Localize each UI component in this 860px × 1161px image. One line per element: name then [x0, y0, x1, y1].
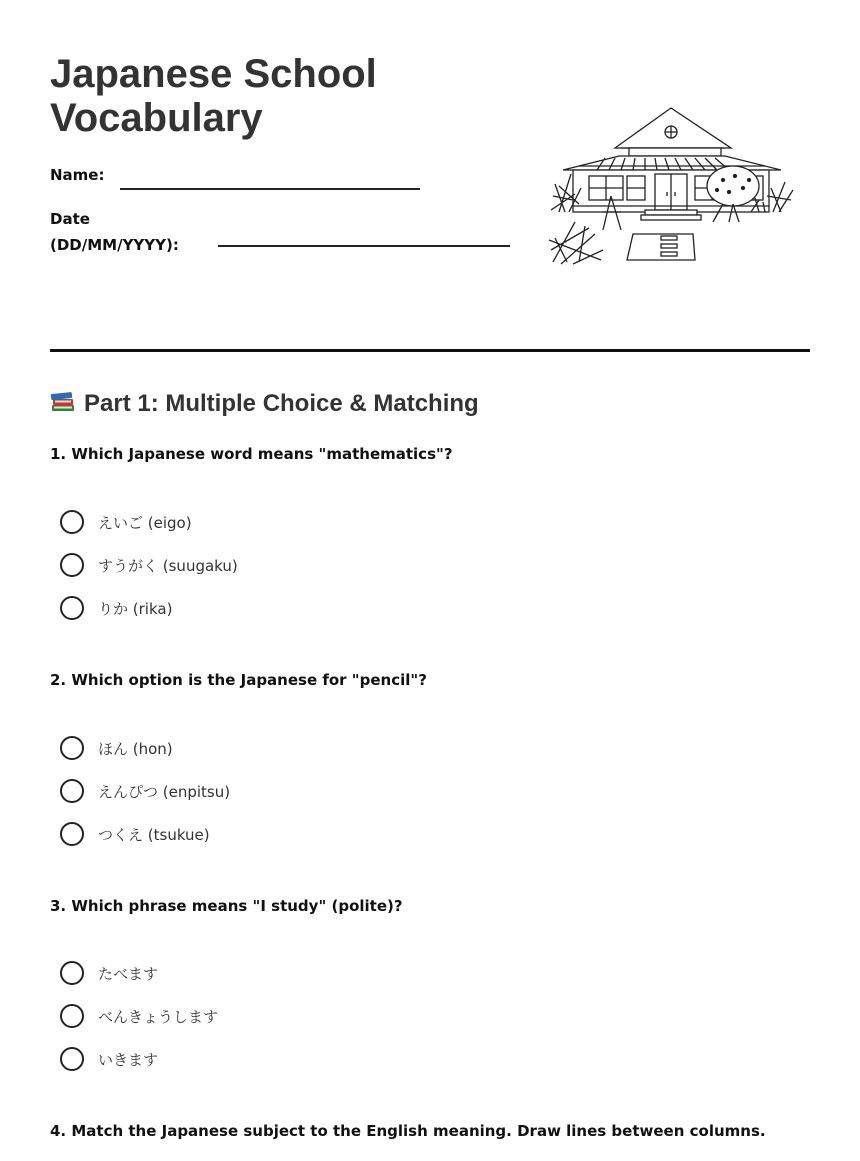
radio-button[interactable] — [60, 822, 84, 846]
option-label: いきます — [98, 1050, 159, 1069]
question-3: 3. Which phrase means "I study" (polite)? — [50, 897, 403, 915]
books-icon — [50, 389, 76, 413]
radio-button[interactable] — [60, 736, 84, 760]
section-title-text: Part 1: Multiple Choice & Matching — [84, 390, 479, 417]
q1-option-3[interactable] — [60, 595, 172, 621]
radio-button[interactable] — [60, 1004, 84, 1028]
question-1: 1. Which Japanese word means "mathematics"? — [50, 445, 453, 463]
option-label: えんぴつ (enpitsu) — [98, 782, 231, 801]
radio-button[interactable] — [60, 961, 84, 985]
question-4: 4. Match the Japanese subject to the English meaning. Draw lines between columns. — [50, 1122, 766, 1140]
radio-button[interactable] — [60, 1047, 84, 1071]
radio-button[interactable] — [60, 596, 84, 620]
option-label: つくえ (tsukue) — [98, 825, 210, 844]
question-2: 2. Which option is the Japanese for "pencil"? — [50, 671, 427, 689]
name-write-line — [120, 188, 420, 190]
q3-option-1[interactable] — [60, 960, 158, 986]
date-label-line-2: (DD/MM/YYYY): — [50, 236, 179, 254]
q1-option-2[interactable] — [60, 552, 238, 578]
q3-option-2[interactable] — [60, 1003, 218, 1029]
section-title — [50, 388, 479, 420]
q2-option-3[interactable] — [60, 821, 210, 847]
title-line-2: Vocabulary — [50, 96, 263, 140]
option-label: りか (rika) — [98, 599, 173, 618]
school-building-illustration — [545, 100, 805, 270]
q1-option-1[interactable] — [60, 509, 192, 535]
date-write-line — [218, 245, 510, 247]
radio-button[interactable] — [60, 553, 84, 577]
name-label: Name: — [50, 166, 105, 184]
date-label-line-1: Date — [50, 210, 90, 228]
option-label: すうがく (suugaku) — [98, 556, 238, 575]
q2-option-1[interactable] — [60, 735, 173, 761]
q3-option-3[interactable] — [60, 1046, 158, 1072]
header-divider — [50, 349, 810, 352]
title-line-1: Japanese School — [50, 52, 377, 96]
worksheet-title — [50, 52, 377, 140]
option-label: えいご (eigo) — [98, 513, 192, 532]
option-label: たべます — [98, 964, 159, 983]
option-label: べんきょうします — [98, 1007, 219, 1026]
radio-button[interactable] — [60, 779, 84, 803]
option-label: ほん (hon) — [98, 739, 173, 758]
date-label — [50, 206, 179, 258]
radio-button[interactable] — [60, 510, 84, 534]
q2-option-2[interactable] — [60, 778, 230, 804]
